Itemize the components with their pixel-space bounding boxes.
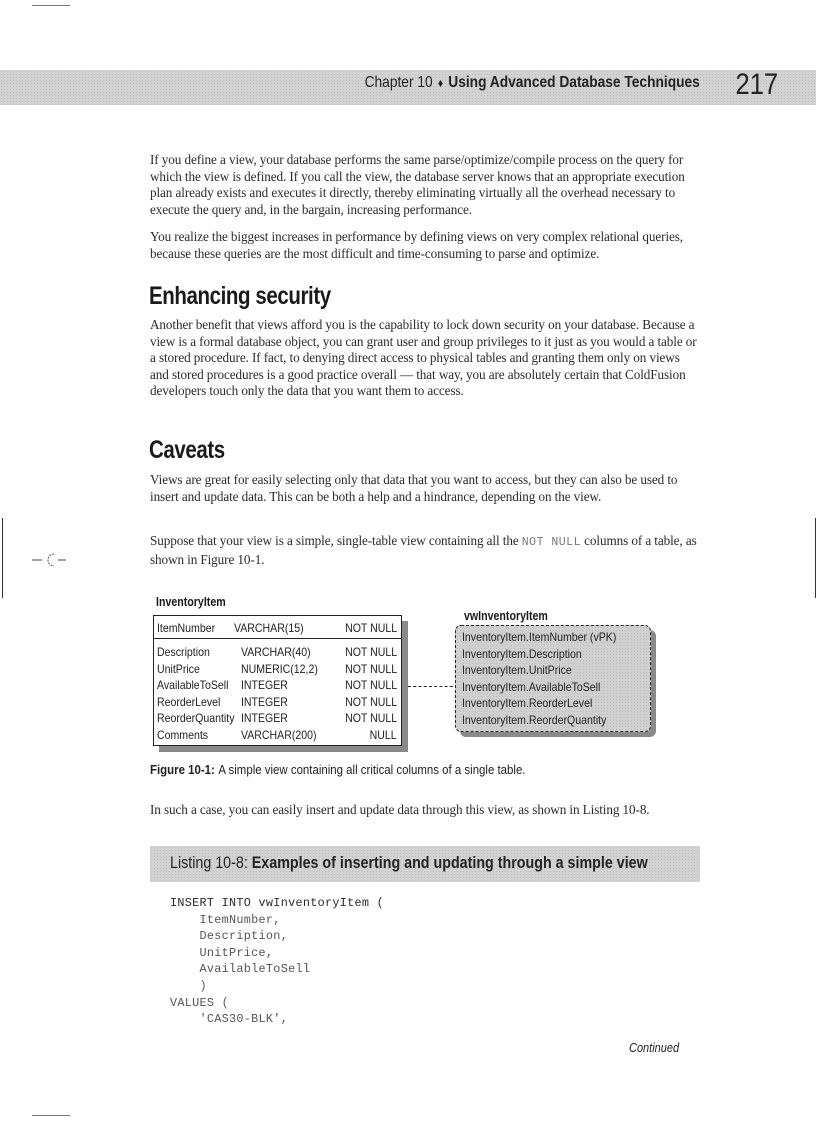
code-listing [170, 895, 384, 1028]
table-column-row [154, 659, 401, 676]
column-nullability: NOT NULL [344, 645, 397, 659]
view-column: InventoryItem.AvailableToSell [462, 679, 601, 694]
continued-label: Continued [629, 1041, 680, 1055]
view-diagram [455, 625, 651, 732]
column-type: INTEGER [241, 694, 288, 709]
code-line: 'CAS30-BLK', [170, 1012, 289, 1027]
pk-column-nullability: NOT NULL [344, 621, 397, 635]
pk-column-name: ItemNumber [157, 621, 216, 635]
paragraph-caveats: Views are great for easily selecting only that data that you want to access, but they can also be used to insert and update data. This can be both a help and a hindrance, depending on the view. [150, 472, 678, 504]
paragraph-security: Another benefit that views afford you is the capability to lock down security on your database. Because a view is a formal database object, you can grant user and group privileges to it just as you would a table or a stored procedure. If fact, to denying direct access to physical tables and granting them only on views and stored procedures is a good practice overall — that way, you are absolutely certain that ColdFusion developers touch only the data that you want them to access. [150, 317, 697, 398]
column-type: INTEGER [241, 711, 288, 725]
column-type: VARCHAR(200) [241, 727, 317, 742]
column-nullability: NOT NULL [344, 678, 397, 692]
code-line: AvailableToSell [170, 962, 311, 977]
column-type: NUMERIC(12,2) [241, 661, 318, 676]
column-name: Comments [157, 727, 209, 742]
paragraph-suppose [150, 533, 700, 568]
figure-caption [150, 762, 525, 777]
column-nullability: NULL [369, 727, 397, 742]
column-name: ReorderLevel [157, 694, 221, 709]
column-type: INTEGER [241, 678, 288, 692]
column-type: VARCHAR(40) [241, 645, 311, 659]
p5-text-after: columns of a table, as shown in Figure 10-1. [150, 533, 697, 567]
column-nullability: NOT NULL [344, 661, 397, 676]
primary-key-row [154, 616, 401, 639]
crop-mark-bottom [32, 1115, 70, 1116]
pk-column-type: VARCHAR(15) [234, 621, 304, 635]
view-column: InventoryItem.ReorderLevel [462, 696, 593, 710]
code-line: ItemNumber, [170, 912, 281, 927]
table-column-row [154, 675, 401, 692]
view-name-label: vwInventoryItem [464, 609, 548, 623]
heading-enhancing-security: Enhancing security [149, 282, 331, 310]
view-column: InventoryItem.Description [462, 646, 582, 661]
view-column: InventoryItem.UnitPrice [462, 663, 572, 677]
code-line: ) [170, 978, 207, 993]
listing-title-text: Examples of inserting and updating through a simple view [251, 853, 648, 872]
figure-caption-label: Figure 10-1: [150, 762, 215, 777]
figure-caption-text: A simple view containing all critical columns of a single table. [218, 762, 526, 777]
table-column-row [154, 725, 401, 742]
running-header [365, 74, 700, 92]
paragraph-performance: You realize the biggest increases in performance by defining views on very complex relational queries, because these queries are the most difficult and time-consuming to parse and optimize. [150, 229, 683, 261]
column-nullability: NOT NULL [344, 694, 397, 709]
paragraph-view-compile: If you define a view, your database performs the same parse/optimize/compile process on the query for which the view is defined. If you call the view, the database server knows that an appropriate execution plan already exists and executes it directly, thereby eliminating virtually all the overhead necessary to execute the query and, in the bargain, increasing performance. [150, 152, 685, 217]
table-view-connector [408, 686, 458, 687]
code-line: VALUES ( [170, 995, 230, 1010]
column-name: ReorderQuantity [157, 711, 235, 725]
column-name: Description [157, 645, 210, 659]
column-name: UnitPrice [157, 661, 200, 676]
diamond-icon: ♦ [437, 76, 444, 90]
code-line: INSERT INTO vwInventoryItem ( [170, 896, 384, 910]
crop-mark-top [32, 5, 70, 6]
view-column: InventoryItem.ReorderQuantity [462, 712, 607, 727]
heading-caveats: Caveats [149, 436, 225, 464]
registration-mark-icon [30, 550, 70, 570]
code-line: UnitPrice, [170, 945, 274, 960]
table-name-label: InventoryItem [156, 595, 226, 609]
table-column-row [154, 708, 401, 725]
column-nullability: NOT NULL [344, 711, 397, 725]
chapter-label: Chapter 10 [364, 74, 433, 91]
table-column-row [154, 642, 401, 659]
inventory-table-diagram [153, 615, 402, 746]
code-line: Description, [170, 929, 289, 944]
column-name: AvailableToSell [157, 678, 229, 692]
view-column: InventoryItem.ItemNumber (vPK) [462, 630, 617, 644]
listing-number: Listing 10-8: [170, 853, 248, 872]
chapter-title: Using Advanced Database Techniques [448, 74, 700, 91]
inline-code-not-null: NOT NULL [521, 536, 581, 549]
margin-rule-left [2, 518, 3, 598]
p5-text-before: Suppose that your view is a simple, single-table view containing all the [150, 533, 522, 548]
paragraph-listing-intro: In such a case, you can easily insert and update data through this view, as shown in Listing 10-8. [150, 802, 650, 817]
table-column-row [154, 692, 401, 709]
page-number: 217 [735, 68, 778, 101]
listing-title [170, 853, 648, 873]
